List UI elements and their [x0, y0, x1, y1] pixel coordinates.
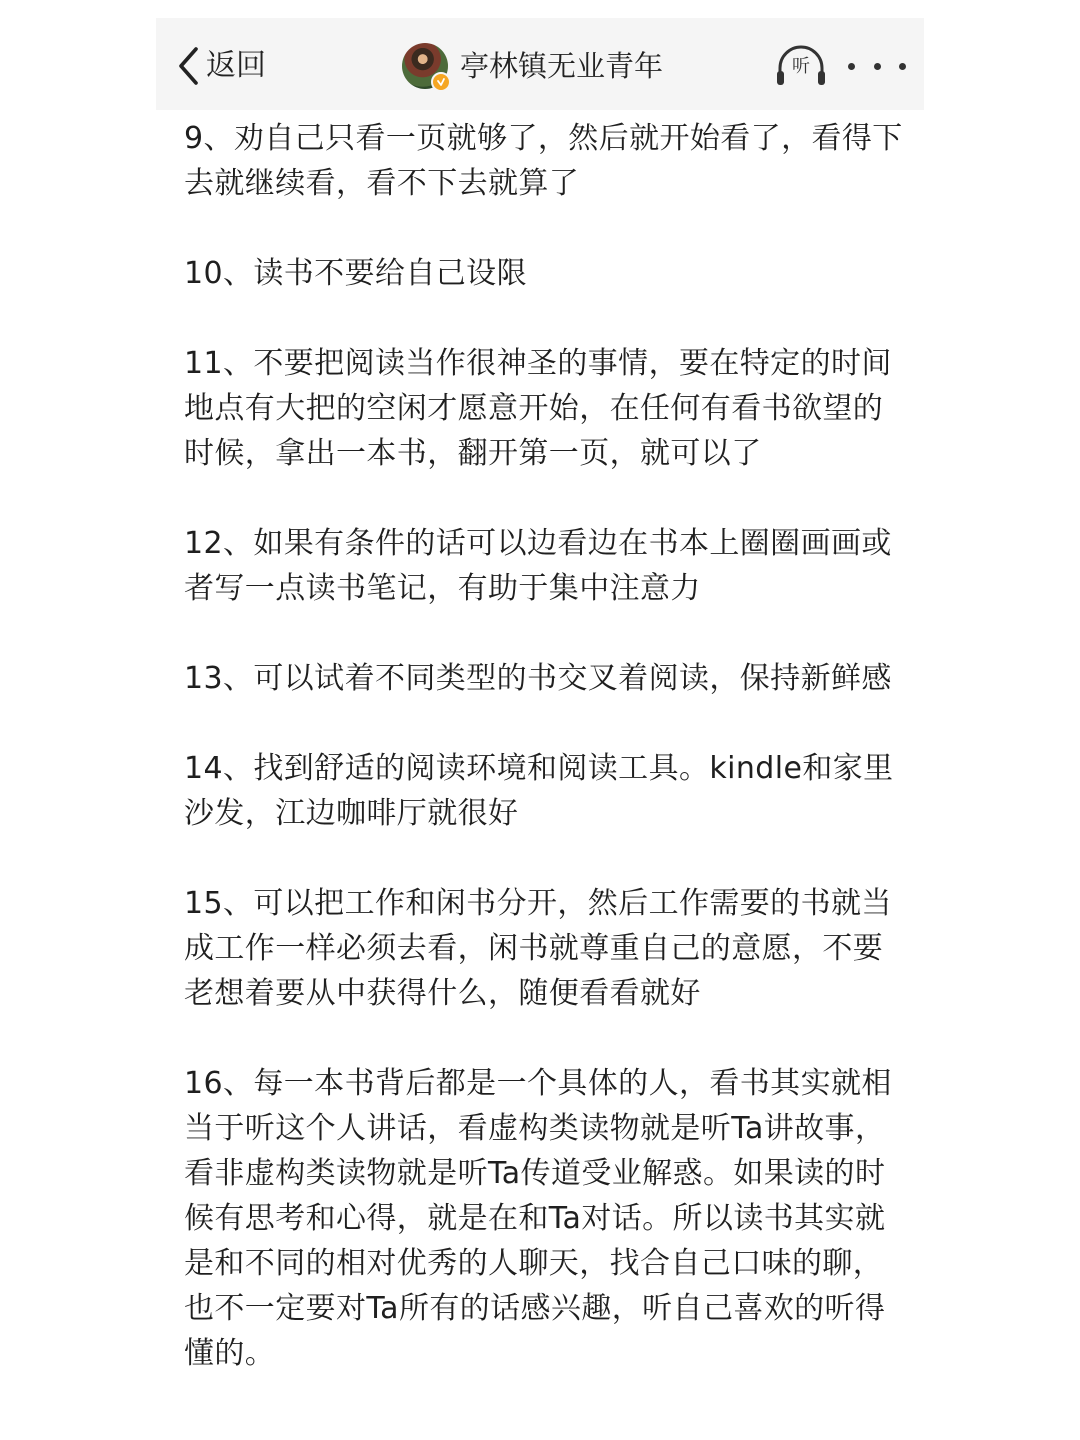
more-dots-icon	[848, 63, 855, 70]
paragraph-12: 12、如果有条件的话可以边看边在书本上圈圈画画或者写一点读书笔记，有助于集中注意力	[184, 526, 892, 606]
more-options-button[interactable]	[848, 56, 906, 76]
paragraph-14: 14、找到舒适的阅读环境和阅读工具。kindle和家里沙发，江边咖啡厅就很好	[184, 751, 894, 831]
author-name[interactable]: 亭林镇无业青年	[460, 49, 664, 83]
author-info[interactable]	[402, 42, 663, 90]
top-nav-bar	[156, 18, 924, 110]
paragraph-16: 16、每一本书背后都是一个具体的人，看书其实就相当于听这个人讲话，看虚构类读物就是听Ta讲故事，看非虚构类读物就是听Ta传道受业解惑。如果读的时候有思考和心得，就是在和Ta对话。所以读书其实就是和不同的相对优秀的人聊天，找合自己口味的聊，也不一定要对Ta所有的话感兴趣，听自己喜欢的听得懂的。	[184, 1066, 892, 1371]
listen-label: 听	[792, 56, 810, 77]
article-body	[184, 116, 904, 1421]
paragraph-11: 11、不要把阅读当作很神圣的事情，要在特定的时间地点有大把的空闲才愿意开始，在任何有看书欲望的时候，拿出一本书，翻开第一页，就可以了	[184, 346, 892, 471]
more-dots-icon	[899, 63, 906, 70]
paragraph-13: 13、可以试着不同类型的书交叉着阅读，保持新鲜感	[184, 661, 892, 696]
paragraph-15: 15、可以把工作和闲书分开，然后工作需要的书就当成工作一样必须去看，闲书就尊重自己的意愿，不要老想着要从中获得什么，随便看看就好	[184, 886, 892, 1011]
back-label: 返回	[206, 48, 266, 83]
paragraph-9: 9、劝自己只看一页就够了，然后就开始看了，看得下去就继续看，看不下去就算了	[184, 121, 903, 201]
listen-button[interactable]	[774, 44, 828, 88]
paragraph-10: 10、读书不要给自己设限	[184, 256, 527, 291]
verified-badge-icon	[431, 72, 451, 92]
more-dots-icon	[874, 63, 881, 70]
back-button[interactable]	[176, 46, 266, 86]
chevron-left-icon	[176, 46, 202, 86]
avatar[interactable]	[402, 43, 448, 89]
